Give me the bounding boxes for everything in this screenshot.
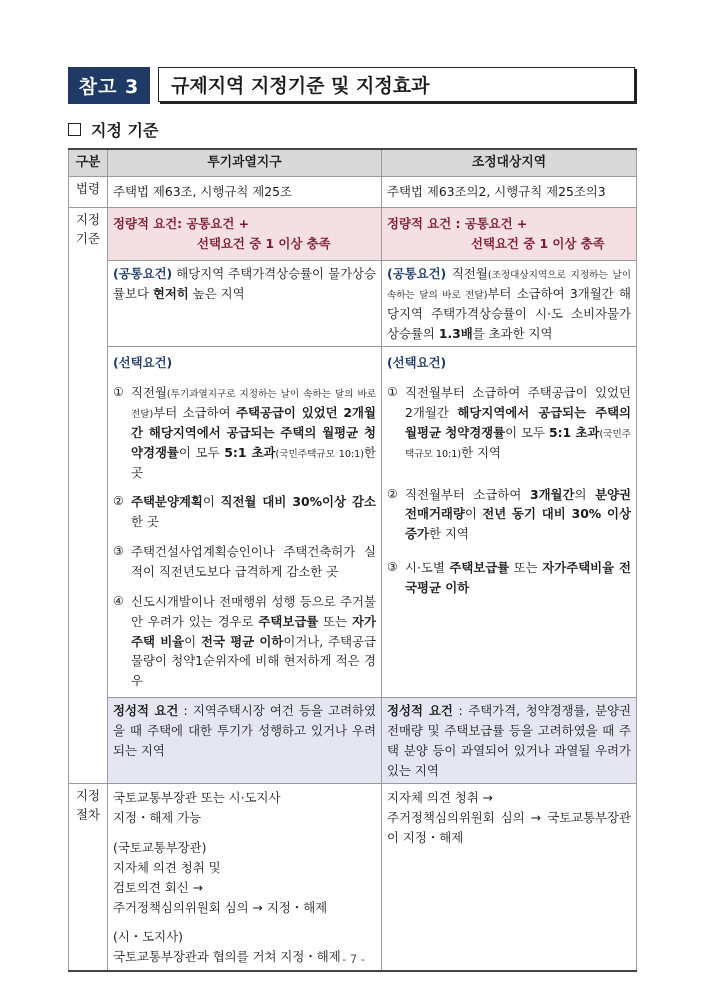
table-row-select [69,347,637,698]
quant-requirement-adjustment: 정량적 요건 : 공통요건 + 선택요건 중 1 이상 충족 [382,208,637,261]
table-row-law [69,177,637,208]
page-header [68,67,637,104]
header-speculation-zone: 투기과열지구 [108,149,382,177]
list-item: ② 직전월부터 소급하여 3개월간의 분양권 전매거래량이 전년 동기 대비 30% 이상 증가한 지역 [387,486,631,542]
qual-requirement-speculation: 정성적 요건 : 지역주택시장 여건 등을 고려하였을 때 주택에 대한 투기가 성행하고 있거나 우려되는 지역 [108,698,382,784]
table-row-quant-title [69,208,637,261]
list-item: ① 직전월부터 소급하여 주택공급이 있었던 2개월간 해당지역에서 공급되는 주택의 월평균 청약경쟁률이 모두 5:1 초과(국민주택규모 10:1)한 지역 [387,385,632,460]
page-number: - 7 - [342,952,365,966]
reference-tag: 참고 3 [68,67,150,104]
common-requirement-speculation: (공통요건) 해당지역 주택가격상승률이 물가상승률보다 현저히 높은 지역 [108,261,382,347]
section-title: 지정 기준 [91,121,159,140]
law-adjustment: 주택법 제63조의2, 시행규칙 제25조의3 [382,177,637,208]
list-item: ③ 시·도별 주택보급률 또는 자가주택비율 전국평균 이하 [387,560,631,595]
list-item: ④ 신도시개발이나 전매행위 성행 등으로 주거불안 우려가 있는 경우로 주택보급률 또는 자가주택 비율이 전국 평균 이하이거나, 주택공급물량이 청약1순위자에 비해 현저하게 적은 경우 [113,593,376,689]
section-heading [68,118,158,141]
row-label-criteria: 지정 기준 [69,208,108,784]
table-header-row [69,149,637,177]
select-requirements-speculation: (선택요건) ① 직전월(투기과열지구로 지정하는 날이 속하는 달의 바로 전달)부터 소급하여 주택공급이 있었던 2개월간 해당지역에서 공급되는 주택의 월평균 청약경쟁률이 모두 5:1 초과(국민주택규모 10:1)한 곳 ② 주택분양계획이 직전월 대비 30%이상 감소한 곳 ③ 주택건설사업계획승인이나 주택건축허가 실적이 직전년도보다 급격하게 감소한 곳 ④ 신도시개발이나 전매행위 성행 등으로 주거불안 우려가 있는 경우로 주택보급률 또는 자가주택 비율이 전국 평균 이하이거나, 주택공급물량이 청약1순위자에 비해 현저하게 적은 경우 [108,347,382,698]
row-label-procedure: 지정 절차 [69,784,108,971]
checkbox-square-icon [68,123,81,136]
select-requirements-adjustment: (선택요건) ① 직전월부터 소급하여 주택공급이 있었던 2개월간 해당지역에서 공급되는 주택의 월평균 청약경쟁률이 모두 5:1 초과(국민주택규모 10:1)한 지역 ② 직전월부터 소급하여 3개월간의 분양권 전매거래량이 전년 동기 대비 30% 이상 증가한 지역 ③ 시·도별 주택보급률 또는 자가주택비율 전국평균 이하 [382,347,637,698]
page-title: 규제지역 지정기준 및 지정효과 [158,67,635,102]
criteria-table [68,148,637,972]
table-row-qualitative [69,698,637,784]
list-item: ① 직전월(투기과열지구로 지정하는 날이 속하는 달의 바로 전달)부터 소급하여 주택공급이 있었던 2개월간 해당지역에서 공급되는 주택의 월평균 청약경쟁률이 모두 5:1 초과(국민주택규모 10:1)한 곳 [113,385,376,480]
row-label-law: 법령 [69,177,108,208]
procedure-speculation: 국토교통부장관 또는 시·도지사 지정・해제 가능 (국토교통부장관) 지자체 의견 청취 및 검토의견 회신 → 주거정책심의위원회 심의 → 지정・해제 (시・도지사) 국토교통부장관과 협의를 거쳐 지정・해제 [108,784,382,971]
table-row-common [69,261,637,347]
qual-requirement-adjustment: 정성적 요건 : 주택가격, 청약경쟁률, 분양권 전매량 및 주택보급률 등을 고려하였을 때 주택 분양 등이 과열되어 있거나 과열될 우려가 있는 지역 [382,698,637,784]
law-speculation: 주택법 제63조, 시행규칙 제25조 [108,177,382,208]
common-requirement-adjustment: (공통요건) 직전월(조정대상지역으로 지정하는 날이 속하는 달의 바로 전달)부터 소급하여 3개월간 해당지역 주택가격상승률이 시·도 소비자물가 상승률의 1.3배를 초과한 지역 [382,261,637,347]
procedure-adjustment: 지자체 의견 청취 → 주거정책심의위원회 심의 → 국토교통부장관이 지정・해제 [382,784,637,971]
list-item: ② 주택분양계획이 직전월 대비 30%이상 감소한 곳 [113,494,376,530]
header-category: 구분 [69,149,108,177]
table-row-procedure [69,784,637,971]
quant-requirement-speculation: 정량적 요건: 공통요건 + 선택요건 중 1 이상 충족 [108,208,382,261]
header-adjustment-zone: 조정대상지역 [382,149,637,177]
list-item: ③ 주택건설사업계획승인이나 주택건축허가 실적이 직전년도보다 급격하게 감소한 곳 [113,544,376,579]
